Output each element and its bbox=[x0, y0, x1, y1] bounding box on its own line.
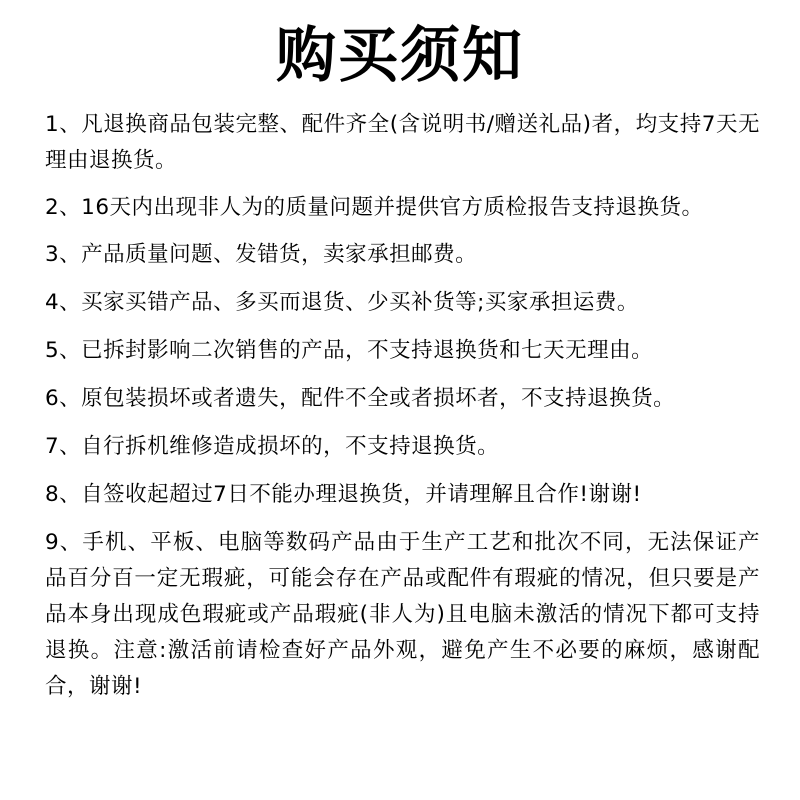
notice-item-6: 6、原包装损坏或者遗失，配件不全或者损坏者，不支持退换货。 bbox=[45, 386, 676, 411]
notice-item-8: 8、自签收起超过7日不能办理退换货，并请理解且合作!谢谢! bbox=[45, 482, 642, 507]
notice-item-5: 5、已拆封影响二次销售的产品，不支持退换货和七天无理由。 bbox=[45, 338, 654, 363]
notice-item-2: 2、16天内出现非人为的质量问题并提供官方质检报告支持退换货。 bbox=[45, 195, 704, 220]
notice-list bbox=[45, 107, 760, 716]
page-title: 购买须知 bbox=[276, 21, 524, 91]
notice-item-3: 3、产品质量问题、发错货，卖家承担邮费。 bbox=[45, 242, 478, 267]
notice-item-4: 4、买家买错产品、多买而退货、少买补货等;买家承担运费。 bbox=[45, 290, 639, 315]
notice-item-1: 1、凡退换商品包装完整、配件齐全(含说明书/赠送礼品)者，均支持7天无理由退换货。 bbox=[45, 112, 760, 173]
notice-item-9: 9、手机、平板、电脑等数码产品由于生产工艺和批次不同，无法保证产品百分百一定无瑕疵，可能会存在产品或配件有瑕疵的情况，但只要是产品本身出现成色瑕疵或产品瑕疵(非人为)且电脑未激活的情况下都可支持退换。注意:激活前请检查好产品外观，避免产生不必要的麻烦，感谢配合，谢谢! bbox=[45, 530, 760, 699]
notice-item-7: 7、自行拆机维修造成损坏的，不支持退换货。 bbox=[45, 434, 500, 459]
